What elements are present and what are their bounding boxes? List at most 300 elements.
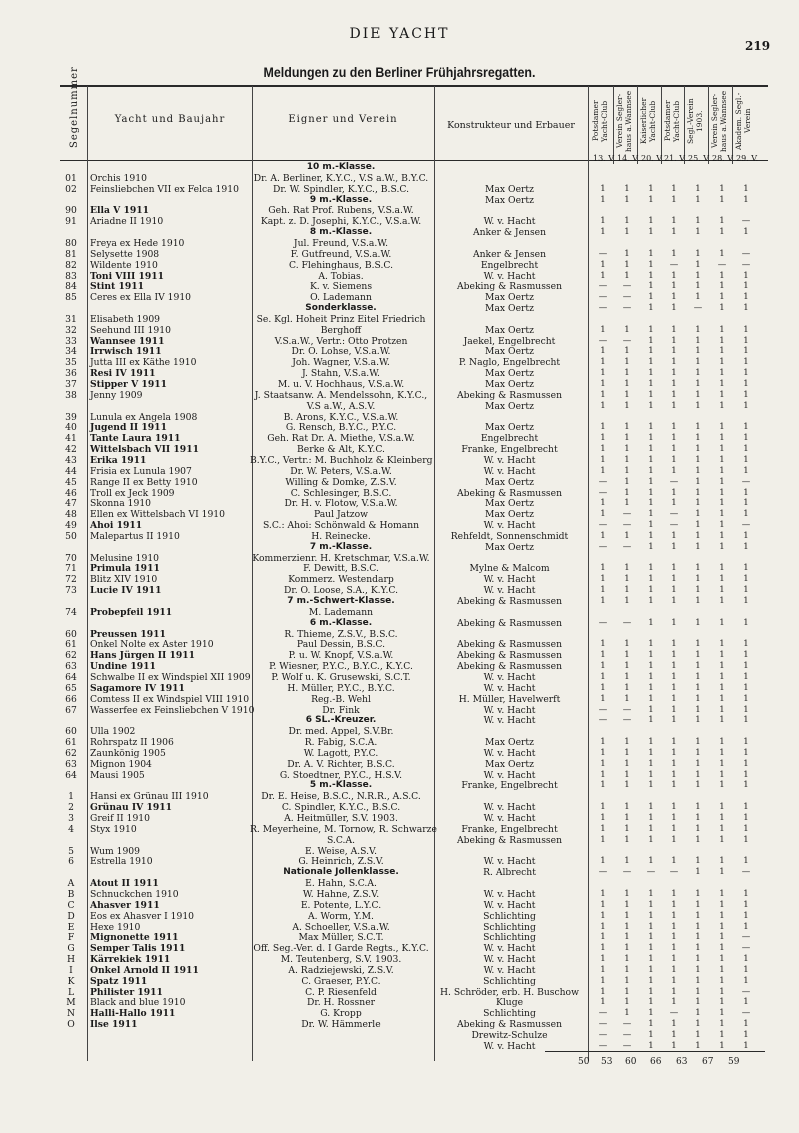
table-row	[0, 520, 799, 531]
yacht-name: Orchis 1910	[90, 172, 147, 184]
builder: W. v. Hacht	[483, 964, 536, 976]
entry-mark: 1	[743, 639, 749, 650]
entry-mark: —	[741, 932, 751, 943]
entry-mark: 1	[624, 769, 630, 780]
entry-mark: 1	[671, 975, 677, 986]
entry-mark: 1	[695, 194, 701, 205]
yacht-name: Sagamore IV 1911	[90, 682, 185, 694]
owner-club: H. Reinecke.	[311, 530, 371, 542]
entry-mark: 1	[671, 498, 677, 509]
entry-mark: 1	[695, 671, 701, 682]
owner-club: Reg.-B. Wehl	[311, 693, 371, 705]
divider	[708, 86, 709, 164]
entry-mark: 1	[743, 964, 749, 975]
table-row	[0, 574, 799, 585]
entry-mark: 1	[743, 671, 749, 682]
owner-club: Geh. Rat Dr. A. Miethe, V.S.a.W.	[267, 433, 415, 445]
entry-mark: 1	[719, 802, 725, 813]
entry-mark: 1	[600, 563, 606, 574]
builder: W. v. Hacht	[483, 574, 536, 586]
entry-mark: 1	[600, 932, 606, 943]
table-row	[0, 466, 799, 477]
builder: W. v. Hacht	[483, 943, 536, 955]
builder: W. v. Hacht	[483, 520, 536, 532]
yacht-name: Probepfeil 1911	[90, 606, 173, 618]
entry-mark: 1	[719, 661, 725, 672]
table-row	[0, 997, 799, 1008]
entry-mark: 1	[624, 465, 630, 476]
table-row	[0, 759, 799, 770]
table-row	[0, 444, 799, 455]
entry-mark: 1	[695, 943, 701, 954]
entry-mark: 1	[671, 368, 677, 379]
entry-mark: 1	[695, 1008, 701, 1019]
entry-mark: 1	[648, 813, 654, 823]
entry-mark: —	[622, 867, 632, 878]
yacht-name: Primula 1911	[90, 563, 160, 575]
entry-mark: 1	[624, 585, 630, 596]
table-row	[0, 281, 799, 292]
entry-mark: 1	[743, 346, 749, 357]
yacht-name: Mausi 1905	[90, 769, 145, 781]
entry-mark: 1	[600, 357, 606, 368]
divider	[613, 86, 614, 164]
total-count: 63	[676, 1057, 688, 1067]
yacht-name: Jugend II 1911	[90, 422, 167, 434]
table-row	[0, 694, 799, 705]
entry-mark: 1	[671, 541, 677, 552]
yacht-name: Skonna 1910	[90, 498, 152, 510]
entry-mark: 1	[671, 910, 677, 921]
entry-mark: 1	[600, 671, 606, 682]
owner-club: Jul. Freund, V.S.a.W.	[293, 237, 389, 249]
entry-mark: 1	[695, 216, 701, 227]
entry-mark: 1	[671, 715, 677, 726]
entry-mark: 1	[600, 400, 606, 411]
owner-club: Max Müller, S.C.T.	[298, 932, 384, 944]
entry-mark: —	[598, 292, 608, 303]
owner-club: B. Arons, K.Y.C., V.S.a.W.	[283, 411, 399, 423]
entry-mark: 1	[600, 433, 606, 444]
entry-mark: 1	[624, 183, 630, 194]
entry-mark: —	[741, 1008, 751, 1019]
entry-mark: 1	[648, 1030, 654, 1040]
entry-mark: 1	[624, 780, 630, 791]
entry-mark: —	[669, 509, 679, 520]
table-row	[0, 748, 799, 759]
builder: Max Oertz	[485, 194, 534, 206]
owner-club: C. Schlesinger, B.S.C.	[290, 487, 392, 499]
yacht-name: Eos ex Ahasver I 1910	[90, 910, 195, 922]
owner-club: G. Stoedtner, P.Y.C., H.S.V.	[279, 769, 403, 781]
entry-mark: 1	[671, 270, 677, 281]
entry-mark: 1	[695, 400, 701, 411]
entry-mark: 1	[743, 888, 749, 899]
table-row	[0, 780, 799, 791]
entry-mark: 1	[695, 509, 701, 520]
sail-number: 37	[65, 379, 77, 390]
table-row	[0, 433, 799, 444]
entry-mark: 1	[719, 563, 725, 574]
entry-mark: 1	[600, 346, 606, 357]
class-heading: 7 m.-Schwert-Klasse.	[287, 596, 395, 606]
entry-mark: 1	[743, 910, 749, 921]
entry-mark: 1	[624, 671, 630, 682]
entry-mark: 1	[719, 1008, 725, 1019]
table-row	[0, 195, 799, 206]
yacht-name: Greif II 1910	[90, 813, 150, 824]
table-row	[0, 824, 799, 835]
entry-mark: 1	[743, 1030, 749, 1040]
entry-mark: —	[598, 704, 608, 715]
builder: Abeking & Rasmussen	[456, 487, 562, 499]
entry-mark: 1	[624, 563, 630, 574]
builder: Schlichting	[483, 975, 536, 987]
entry-mark: 1	[719, 1040, 725, 1051]
builder: W. v. Hacht	[483, 465, 536, 477]
owner-club: Dr. H. Rossner	[306, 997, 376, 1009]
entry-mark: 1	[624, 444, 630, 455]
yacht-name: Range II ex Betty 1910	[90, 476, 198, 488]
entry-mark: 1	[600, 596, 606, 606]
entry-mark: 1	[671, 954, 677, 965]
sail-number: 38	[65, 389, 77, 401]
entry-mark: 1	[648, 476, 654, 487]
yacht-name: Ellen ex Wittelsbach VI 1910	[90, 509, 225, 521]
entry-mark: 1	[719, 541, 725, 552]
entry-mark: 1	[600, 183, 606, 194]
entry-mark: 1	[671, 737, 677, 748]
entry-mark: 1	[695, 867, 701, 878]
entry-mark: 1	[624, 194, 630, 205]
yacht-name: Wannsee 1911	[90, 335, 165, 347]
owner-club: G. Heinrich, Z.S.V.	[298, 856, 384, 868]
sail-number: 91	[65, 216, 77, 228]
entry-mark: —	[598, 1019, 608, 1030]
sail-number: 62	[65, 747, 77, 759]
table-row	[0, 813, 799, 824]
entry-mark: 1	[695, 715, 701, 726]
builder: Max Oertz	[485, 758, 534, 770]
entry-mark: 1	[719, 888, 725, 899]
entry-mark: 1	[624, 693, 630, 704]
builder: W. v. Hacht	[483, 704, 536, 716]
club-header: Potsdamer Yacht-Club	[591, 100, 609, 142]
owner-club: M. Lademann	[308, 606, 374, 618]
owner-club: Off. Seg.-Ver. d. I Garde Regts., K.Y.C.	[253, 943, 429, 955]
owner-club: S.C.A.	[326, 834, 356, 846]
entry-mark: 1	[648, 1040, 654, 1051]
club-header: Segl.-Verein 1903.	[686, 98, 704, 144]
entry-mark: 1	[648, 986, 654, 997]
entry-mark: 1	[648, 324, 654, 335]
entry-mark: 1	[671, 899, 677, 910]
sail-number: 60	[65, 628, 77, 640]
entry-mark: 1	[671, 986, 677, 997]
yacht-name: Semper Talis 1911	[90, 943, 186, 955]
entry-mark: 1	[624, 737, 630, 748]
table-row	[0, 846, 799, 857]
club-header: Akadem. Segl.-Verein	[734, 92, 752, 150]
yacht-name: Irrwisch 1911	[90, 346, 162, 358]
owner-club: Dr. O. Lohse, V.S.a.W.	[291, 346, 391, 358]
entry-mark: 1	[695, 997, 701, 1008]
owner-club: Dr. E. Heise, B.S.C., N.R.R., A.S.C.	[261, 791, 421, 803]
entry-mark: 1	[719, 1030, 725, 1040]
entry-mark: 1	[695, 986, 701, 997]
table-row	[0, 911, 799, 922]
entry-mark: 1	[624, 498, 630, 509]
table-row	[0, 835, 799, 846]
entry-mark: 1	[695, 1030, 701, 1040]
entry-mark: 1	[743, 617, 749, 628]
entry-mark: 1	[719, 617, 725, 628]
entry-mark: 1	[719, 433, 725, 444]
entry-mark: 1	[671, 997, 677, 1008]
entry-mark: 1	[600, 530, 606, 541]
entry-mark: 1	[624, 986, 630, 997]
sail-number: 74	[65, 606, 77, 618]
table-row	[0, 184, 799, 195]
builder: W. v. Hacht	[483, 216, 536, 228]
entry-mark: 1	[624, 454, 630, 465]
entry-mark: 1	[695, 813, 701, 823]
owner-club: Dr. Fink	[322, 704, 360, 716]
entry-mark: 1	[743, 921, 749, 932]
entry-mark: 1	[719, 737, 725, 748]
entry-mark: 1	[695, 802, 701, 813]
entry-mark: —	[622, 335, 632, 346]
sail-number: 33	[65, 335, 77, 347]
entry-mark: 1	[671, 921, 677, 932]
entry-mark: 1	[719, 292, 725, 303]
sail-number: 65	[65, 682, 77, 694]
entry-mark: 1	[743, 650, 749, 661]
entry-mark: 1	[671, 281, 677, 292]
table-row	[0, 705, 799, 716]
sail-number: 85	[65, 292, 77, 304]
owner-club: O. Lademann	[310, 292, 372, 304]
entry-mark: 1	[743, 954, 749, 965]
entry-mark: 1	[695, 661, 701, 672]
builder: Rehfeldt, Sonnenschmidt	[450, 530, 569, 542]
entry-mark: 1	[624, 943, 630, 954]
entry-mark: 1	[648, 368, 654, 379]
entry-mark: 1	[695, 227, 701, 238]
entry-mark: 1	[719, 465, 725, 476]
totals-rule	[545, 1051, 765, 1052]
entry-mark: 1	[600, 324, 606, 335]
table-row	[0, 455, 799, 466]
table-row	[0, 412, 799, 423]
entry-mark: 1	[671, 379, 677, 389]
entry-mark: 1	[671, 617, 677, 628]
entry-mark: 1	[648, 520, 654, 531]
entry-mark: 1	[719, 997, 725, 1008]
builder: W. v. Hacht	[483, 671, 536, 683]
yacht-name: Wasserfee ex Feinsliebchen V 1910	[90, 704, 255, 716]
builder: Max Oertz	[485, 498, 534, 510]
entry-mark: 1	[600, 802, 606, 813]
table-row	[0, 477, 799, 488]
entry-mark: 1	[648, 596, 654, 606]
entry-mark: 1	[695, 899, 701, 910]
yacht-name: Halli-Hallo 1911	[90, 1008, 176, 1020]
entry-mark: 1	[648, 487, 654, 498]
builder: Schlichting	[483, 921, 536, 933]
table-row	[0, 900, 799, 911]
entry-mark: 1	[719, 303, 725, 314]
table-row	[0, 596, 799, 607]
builder: Abeking & Rasmussen	[456, 639, 562, 651]
entry-mark: 1	[671, 303, 677, 314]
owner-club: E. Hahn, S.C.A.	[305, 878, 377, 890]
sail-number: 61	[65, 737, 77, 749]
yacht-name: Frisia ex Lunula 1907	[90, 465, 192, 477]
entry-mark: 1	[624, 823, 630, 834]
class-heading: 6 m.-Klasse.	[309, 617, 373, 628]
entry-mark: 1	[648, 194, 654, 205]
sail-number: 47	[65, 498, 77, 510]
entry-mark: 1	[600, 682, 606, 693]
entry-mark: 1	[695, 921, 701, 932]
table-row	[0, 802, 799, 813]
entry-mark: 1	[648, 248, 654, 259]
sail-number: 39	[65, 411, 77, 423]
entry-mark: 1	[648, 454, 654, 465]
table-row	[0, 488, 799, 499]
entry-mark: 1	[671, 444, 677, 455]
entry-mark: —	[741, 867, 751, 878]
entry-mark: —	[622, 509, 632, 520]
entry-mark: 1	[648, 335, 654, 346]
entry-mark: 1	[695, 368, 701, 379]
yacht-name: Jenny 1909	[90, 389, 143, 401]
entry-mark: 1	[719, 639, 725, 650]
entry-mark: —	[598, 1008, 608, 1019]
entry-mark: 1	[719, 585, 725, 596]
sail-number: 35	[65, 357, 77, 369]
yacht-name: Onkel Nolte ex Aster 1910	[90, 639, 214, 651]
entry-mark: 1	[648, 379, 654, 389]
yacht-name: Lunula ex Angela 1908	[90, 411, 198, 423]
entry-mark: 1	[648, 227, 654, 238]
entry-mark: 1	[695, 530, 701, 541]
entry-mark: 1	[600, 943, 606, 954]
entry-mark: —	[598, 1030, 608, 1040]
entry-mark: 1	[719, 520, 725, 531]
entry-mark: 1	[695, 389, 701, 400]
builder: Abeking & Rasmussen	[456, 617, 562, 629]
builder: W. v. Hacht	[483, 270, 536, 282]
owner-club: Berghoff	[320, 324, 362, 336]
entry-mark: 1	[719, 281, 725, 292]
builder: W. v. Hacht	[483, 454, 536, 466]
builder: Anker & Jensen	[472, 248, 547, 260]
sail-number: 40	[65, 422, 77, 434]
entry-mark: 1	[671, 324, 677, 335]
entry-mark: 1	[743, 802, 749, 813]
sail-number: A	[67, 878, 75, 890]
yacht-name: Mignonette 1911	[90, 932, 179, 944]
entry-mark: —	[741, 943, 751, 954]
yacht-name: Ceres ex Ella IV 1910	[90, 292, 192, 304]
owner-club: M. Teutenberg, S.V. 1903.	[280, 954, 402, 966]
yacht-name: Resi IV 1911	[90, 368, 156, 380]
entry-mark: 1	[671, 1030, 677, 1040]
table-row	[0, 629, 799, 640]
entry-mark: 1	[624, 802, 630, 813]
entry-mark: 1	[600, 964, 606, 975]
owner-club: A. Radziejewski, Z.S.V.	[288, 964, 394, 976]
entry-mark: 1	[695, 704, 701, 715]
table-row	[0, 878, 799, 889]
entry-mark: 1	[695, 541, 701, 552]
owner-club: Dr. W. Spindler, K.Y.C., B.S.C.	[272, 183, 409, 195]
entry-mark: 1	[648, 346, 654, 357]
entry-mark: 1	[719, 596, 725, 606]
builder: W. v. Hacht	[483, 715, 536, 727]
yacht-name: Ella V 1911	[90, 205, 150, 217]
entry-mark: 1	[719, 834, 725, 845]
entry-mark: 1	[743, 780, 749, 791]
entry-mark: 1	[695, 422, 701, 433]
owner-club: G. Kropp	[320, 1008, 362, 1020]
owner-club: A. Tobias.	[318, 270, 364, 282]
entry-mark: 1	[671, 693, 677, 704]
entry-mark: 1	[695, 1019, 701, 1030]
sail-number: D	[67, 910, 75, 922]
entry-mark: 1	[719, 975, 725, 986]
table-row	[0, 498, 799, 509]
date-header: 29. V.	[736, 154, 759, 163]
entry-mark: 1	[671, 682, 677, 693]
entry-mark: 1	[743, 737, 749, 748]
entry-mark: 1	[624, 813, 630, 823]
entry-mark: 1	[719, 530, 725, 541]
entry-mark: 1	[600, 986, 606, 997]
entry-mark: 1	[743, 509, 749, 520]
entry-mark: 1	[648, 292, 654, 303]
owner-club: R. Fabig, S.C.A.	[304, 737, 378, 749]
sail-number: 5	[68, 845, 74, 857]
owner-club: K. v. Siemens	[309, 281, 373, 293]
yacht-name: Selysette 1908	[90, 248, 160, 260]
table-row	[0, 379, 799, 390]
date-header: 28. V.	[712, 154, 735, 163]
builder: Max Oertz	[485, 303, 534, 315]
entry-mark: 1	[743, 1019, 749, 1030]
entry-mark: —	[669, 476, 679, 487]
entry-mark: 1	[743, 368, 749, 379]
owner-club: P. Wolf u. K. Grusewski, S.C.T.	[271, 671, 411, 683]
entry-mark: 1	[743, 563, 749, 574]
entry-mark: 1	[695, 769, 701, 780]
entry-mark: —	[622, 1019, 632, 1030]
yacht-name: Philister 1911	[90, 986, 163, 998]
entry-mark: 1	[624, 324, 630, 335]
yacht-name: Rohrspatz II 1906	[90, 737, 174, 749]
builder: Max Oertz	[485, 737, 534, 749]
yacht-name: Jutta III ex Käthe 1910	[90, 357, 197, 369]
entry-mark: 1	[600, 270, 606, 281]
sail-number: 80	[65, 237, 77, 249]
entry-mark: 1	[600, 997, 606, 1008]
builder: Max Oertz	[485, 292, 534, 304]
entry-mark: 1	[600, 650, 606, 661]
entry-mark: 1	[695, 487, 701, 498]
owner-club: W. Lagott, P.Y.C.	[303, 747, 379, 759]
